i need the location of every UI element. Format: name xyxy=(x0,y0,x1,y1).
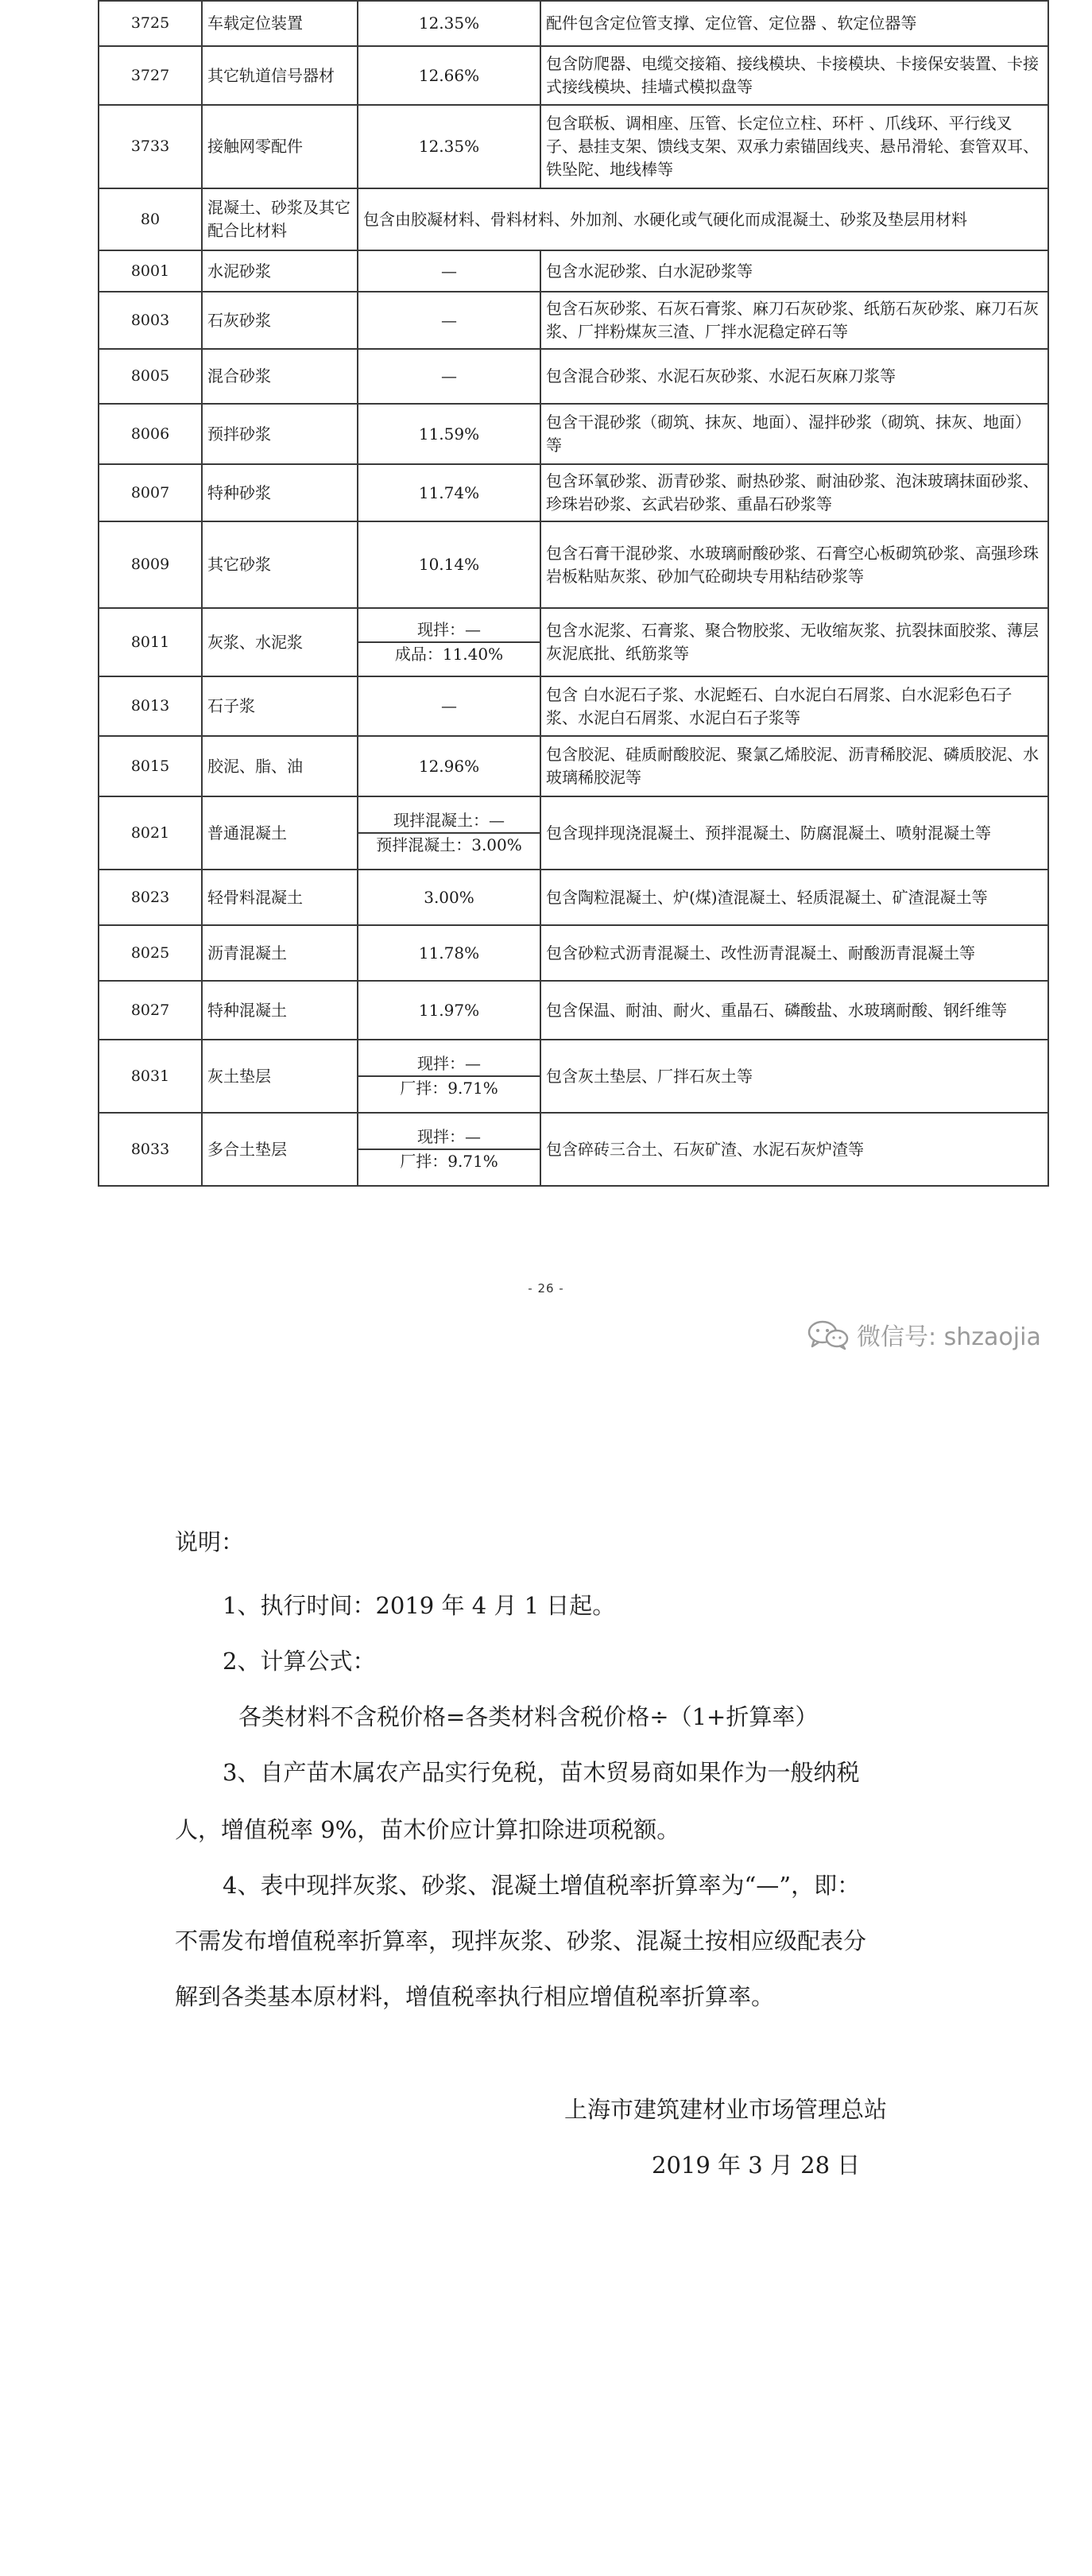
table-row xyxy=(99,870,1048,925)
item-code: 3725 xyxy=(99,1,202,46)
item-name: 车载定位装置 xyxy=(202,1,358,46)
item-description: 包含石灰砂浆、石灰石膏浆、麻刀石灰砂浆、纸筋石灰砂浆、麻刀石灰浆、厂拌粉煤灰三渣、厂拌水泥稳定碎石等 xyxy=(540,292,1048,349)
item-name: 其它砂浆 xyxy=(202,521,358,608)
rate-factory: 预拌混凝土：3.00% xyxy=(376,835,522,854)
item-rate: — xyxy=(358,676,540,736)
rate-factory: 厂拌：9.71% xyxy=(400,1152,498,1171)
item-description: 包含混合砂浆、水泥石灰砂浆、水泥石灰麻刀浆等 xyxy=(540,349,1048,404)
table-row xyxy=(99,521,1048,608)
item-name: 灰浆、水泥浆 xyxy=(202,608,358,676)
item-name: 预拌砂浆 xyxy=(202,404,358,464)
item-code: 8033 xyxy=(99,1113,202,1186)
item-code: 3733 xyxy=(99,105,202,188)
item-rate: 11.59% xyxy=(358,404,540,464)
item-name: 特种混凝土 xyxy=(202,981,358,1040)
table-row xyxy=(99,796,1048,870)
item-rate: 11.97% xyxy=(358,981,540,1040)
item-rate-split xyxy=(358,608,540,676)
item-code: 3727 xyxy=(99,46,202,105)
item-name: 混合砂浆 xyxy=(202,349,358,404)
item-code: 8003 xyxy=(99,292,202,349)
item-code: 8006 xyxy=(99,404,202,464)
item-name: 水泥砂浆 xyxy=(202,250,358,292)
item-code: 8025 xyxy=(99,925,202,981)
item-code: 8001 xyxy=(99,250,202,292)
table-row xyxy=(99,925,1048,981)
table-row xyxy=(99,676,1048,736)
table-row xyxy=(99,608,1048,676)
table-row xyxy=(99,1,1048,46)
item-rate-split xyxy=(358,1113,540,1186)
issue-date: 2019 年 3 月 28 日 xyxy=(652,2152,861,2179)
table-row xyxy=(99,46,1048,105)
notes-title: 说明： xyxy=(175,1528,245,1555)
item-code: 8027 xyxy=(99,981,202,1040)
watermark-text: 微信号: shzaojia xyxy=(857,1323,1041,1351)
note-item-3-line-1: 3、自产苗木属农产品实行免税，苗木贸易商如果作为一般纳税 xyxy=(223,1759,860,1786)
rate-factory: 成品：11.40% xyxy=(394,645,504,664)
item-description: 包含水泥浆、石膏浆、聚合物胶浆、无收缩灰浆、抗裂抹面胶浆、薄层灰泥底批、纸筋浆等 xyxy=(540,608,1048,676)
wechat-icon xyxy=(806,1319,850,1350)
note-item-4-line-1: 4、表中现拌灰浆、砂浆、混凝土增值税率折算率为“—”，即： xyxy=(223,1872,861,1899)
item-name: 多合土垫层 xyxy=(202,1113,358,1186)
note-item-4-line-2: 不需发布增值税率折算率，现拌灰浆、砂浆、混凝土按相应级配表分 xyxy=(175,1927,867,1954)
table-row xyxy=(99,736,1048,796)
note-item-1: 1、执行时间：2019 年 4 月 1 日起。 xyxy=(223,1592,616,1619)
table-row xyxy=(99,464,1048,521)
item-name: 石灰砂浆 xyxy=(202,292,358,349)
item-code: 8031 xyxy=(99,1040,202,1113)
table-row-category xyxy=(99,188,1048,250)
table-row xyxy=(99,292,1048,349)
page-number: - 26 - xyxy=(528,1281,564,1296)
item-rate: 3.00% xyxy=(358,870,540,925)
table-row xyxy=(99,981,1048,1040)
item-name: 普通混凝土 xyxy=(202,796,358,870)
item-description: 包含陶粒混凝土、炉(煤)渣混凝土、轻质混凝土、矿渣混凝土等 xyxy=(540,870,1048,925)
item-description: 包含砂粒式沥青混凝土、改性沥青混凝土、耐酸沥青混凝土等 xyxy=(540,925,1048,981)
item-rate: — xyxy=(358,250,540,292)
rate-onsite: 现拌：— xyxy=(358,618,540,643)
item-description: 配件包含定位管支撑、定位管、定位器 、软定位器等 xyxy=(540,1,1048,46)
item-rate: 12.35% xyxy=(358,1,540,46)
table-row xyxy=(99,250,1048,292)
item-rate-split xyxy=(358,1040,540,1113)
item-rate: 12.66% xyxy=(358,46,540,105)
item-code: 8007 xyxy=(99,464,202,521)
wechat-watermark xyxy=(806,1317,1041,1352)
rate-onsite: 现拌混凝土：— xyxy=(358,809,540,834)
item-code: 8021 xyxy=(99,796,202,870)
issuing-organization: 上海市建筑建材业市场管理总站 xyxy=(564,2096,888,2123)
note-item-3-line-2: 人，增值税率 9%，苗木价应计算扣除进项税额。 xyxy=(175,1816,680,1843)
item-description: 包含胶泥、硅质耐酸胶泥、聚氯乙烯胶泥、沥青稀胶泥、磷质胶泥、水玻璃稀胶泥等 xyxy=(540,736,1048,796)
item-code: 8013 xyxy=(99,676,202,736)
table-row xyxy=(99,105,1048,188)
table-row xyxy=(99,404,1048,464)
item-name: 沥青混凝土 xyxy=(202,925,358,981)
category-name: 混凝土、砂浆及其它配合比材料 xyxy=(202,188,358,250)
item-description: 包含水泥砂浆、白水泥砂浆等 xyxy=(540,250,1048,292)
item-name: 接触网零配件 xyxy=(202,105,358,188)
item-description: 包含环氧砂浆、沥青砂浆、耐热砂浆、耐油砂浆、泡沫玻璃抹面砂浆、珍珠岩砂浆、玄武岩砂浆、重晶石砂浆等 xyxy=(540,464,1048,521)
table-row xyxy=(99,1040,1048,1113)
item-name: 轻骨料混凝土 xyxy=(202,870,358,925)
category-code: 80 xyxy=(99,188,202,250)
item-rate: 11.78% xyxy=(358,925,540,981)
item-rate: 12.96% xyxy=(358,736,540,796)
item-rate-split xyxy=(358,796,540,870)
item-description: 包含碎砖三合土、石灰矿渣、水泥石灰炉渣等 xyxy=(540,1113,1048,1186)
item-name: 其它轨道信号器材 xyxy=(202,46,358,105)
item-rate: — xyxy=(358,349,540,404)
item-description: 包含联板、调相座、压管、长定位立柱、环杆 、爪线环、平行线叉子、悬挂支架、馈线支架、双承力索锚固线夹、悬吊滑轮、套管双耳、铁坠陀、地线棒等 xyxy=(540,105,1048,188)
item-description: 包含 白水泥石子浆、水泥蛭石、白水泥白石屑浆、白水泥彩色石子浆、水泥白石屑浆、水泥白石子浆等 xyxy=(540,676,1048,736)
item-name: 灰土垫层 xyxy=(202,1040,358,1113)
rate-table xyxy=(98,0,1049,1187)
item-rate: — xyxy=(358,292,540,349)
item-description: 包含防爬器、电缆交接箱、接线模块、卡接模块、卡接保安装置、卡接式接线模块、挂墙式模拟盘等 xyxy=(540,46,1048,105)
item-rate: 11.74% xyxy=(358,464,540,521)
item-rate: 10.14% xyxy=(358,521,540,608)
item-code: 8015 xyxy=(99,736,202,796)
item-name: 特种砂浆 xyxy=(202,464,358,521)
item-description: 包含保温、耐油、耐火、重晶石、磷酸盐、水玻璃耐酸、钢纤维等 xyxy=(540,981,1048,1040)
item-code: 8005 xyxy=(99,349,202,404)
table-row xyxy=(99,1113,1048,1186)
item-name: 石子浆 xyxy=(202,676,358,736)
item-code: 8011 xyxy=(99,608,202,676)
item-description: 包含干混砂浆（砌筑、抹灰、地面）、湿拌砂浆（砌筑、抹灰、地面）等 xyxy=(540,404,1048,464)
item-name: 胶泥、脂、油 xyxy=(202,736,358,796)
table-row xyxy=(99,349,1048,404)
item-description: 包含灰土垫层、厂拌石灰土等 xyxy=(540,1040,1048,1113)
item-code: 8009 xyxy=(99,521,202,608)
note-item-4-line-3: 解到各类基本原材料，增值税率执行相应增值税率折算率。 xyxy=(175,1983,775,2010)
item-rate: 12.35% xyxy=(358,105,540,188)
note-formula: 各类材料不含税价格=各类材料含税价格÷（1+折算率） xyxy=(238,1703,819,1730)
item-description: 包含现拌现浇混凝土、预拌混凝土、防腐混凝土、喷射混凝土等 xyxy=(540,796,1048,870)
category-description: 包含由胶凝材料、骨料材料、外加剂、水硬化或气硬化而成混凝土、砂浆及垫层用材料 xyxy=(358,188,1048,250)
item-description: 包含石膏干混砂浆、水玻璃耐酸砂浆、石膏空心板砌筑砂浆、高强珍珠岩板粘贴灰浆、砂加气砼砌块专用粘结砂浆等 xyxy=(540,521,1048,608)
rate-onsite: 现拌：— xyxy=(358,1125,540,1150)
item-code: 8023 xyxy=(99,870,202,925)
note-item-2: 2、计算公式： xyxy=(223,1648,376,1675)
rate-factory: 厂拌：9.71% xyxy=(400,1079,498,1098)
rate-onsite: 现拌：— xyxy=(358,1052,540,1077)
